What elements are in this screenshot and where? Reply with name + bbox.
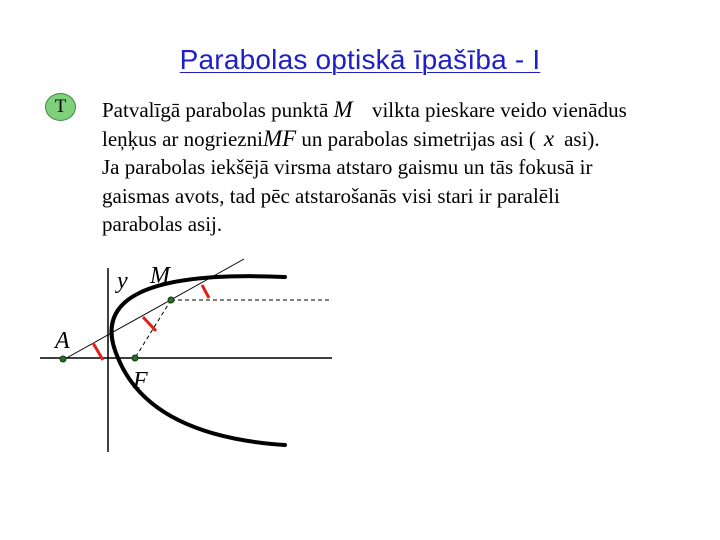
parabola-curve — [112, 276, 285, 445]
theorem-line-3: Ja parabolas iekšējā virsma atstaro gaismu un tās fokusā ir — [102, 155, 593, 179]
label-m: M — [150, 263, 170, 289]
theorem-text-2c: asi). — [564, 126, 600, 151]
point-f — [132, 355, 138, 361]
theorem-line-4: gaismas avots, tad pēc atstarošanās visi stari ir paralēli — [102, 183, 560, 208]
point-m-symbol: M — [333, 97, 353, 122]
theorem-badge: T — [45, 93, 76, 121]
label-a: A — [55, 328, 70, 354]
angle-mark-mf — [143, 317, 156, 331]
theorem-text-2a: leņķus ar nogriezni — [102, 126, 263, 151]
axis-x-symbol: x — [543, 125, 555, 151]
theorem-text-2b: un parabolas simetrijas asi ( — [301, 126, 536, 151]
angle-mark-ray — [202, 285, 209, 298]
point-a — [60, 356, 66, 362]
theorem-text-1b: vilkta pieskare veido vienādus — [371, 98, 627, 122]
label-f: F — [133, 368, 148, 394]
segment-mf-symbol: MF — [262, 125, 297, 151]
slide-title: Parabolas optiskā īpašība - I — [179, 44, 541, 75]
theorem-text-1a: Patvalīgā parabolas punktā — [102, 98, 329, 122]
point-m — [168, 297, 174, 303]
label-y: y — [117, 268, 128, 294]
theorem-line-5: parabolas asij. — [102, 212, 223, 236]
